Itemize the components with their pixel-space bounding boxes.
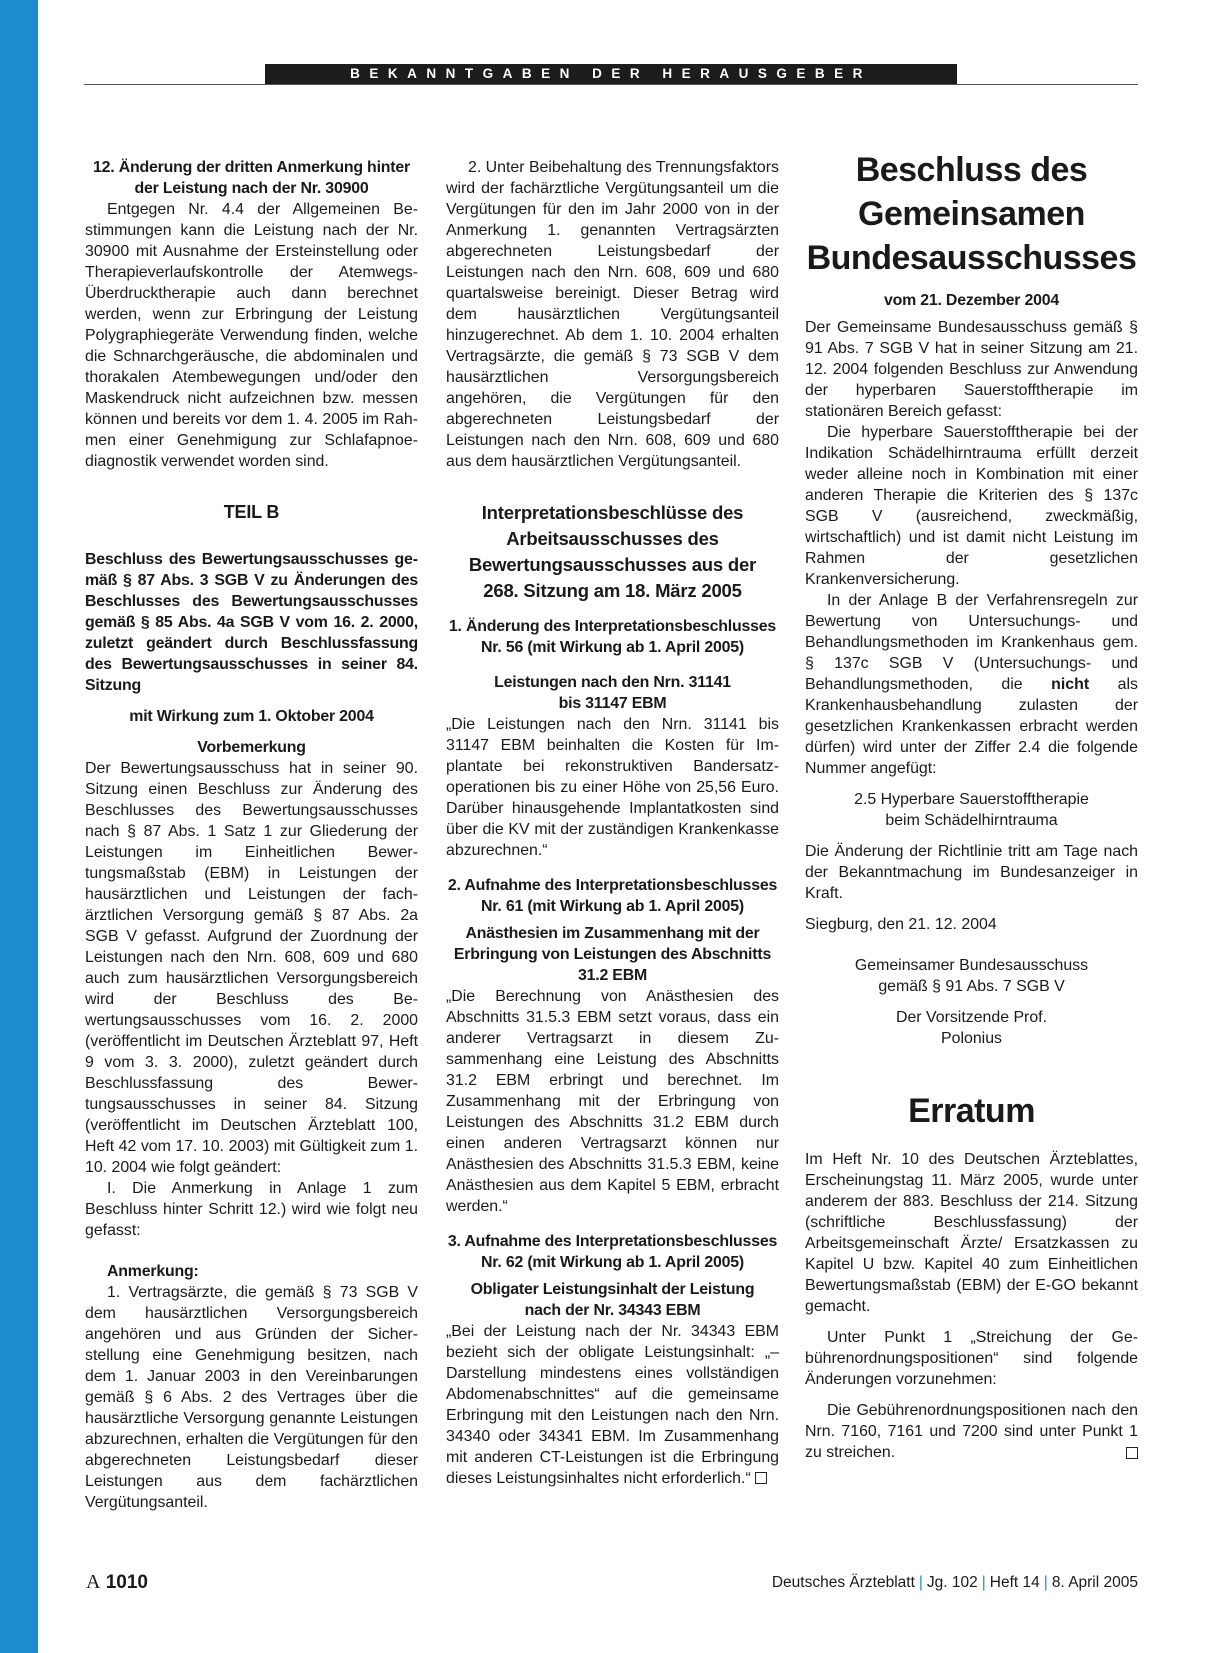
paragraph: „Bei der Leistung nach der Nr. 34343 EBM bezieht sich der obligate Leistungsinhalt: „– Darstellung mindestens eines vollständigen Abdomenabschnittes“ auf die gemeinsame Erbringung mit den Leistungen nach den Nrn. 34340 oder 34341 EBM. Im Zusammenhang mit anderen CT-Leistungen ist die Erbringung dieses Leistungsinhaltes nicht erforderlich.“ <box>446 1323 779 1487</box>
title-beschluss: Beschluss des Gemeinsamen Bundesausschusses <box>806 151 1137 277</box>
journal-name: Deutsches Ärzteblatt <box>771 1574 915 1591</box>
volume: Jg. 102 <box>926 1574 978 1591</box>
heading-section-2: 2. Aufnahme des Interpretationsbeschlusses Nr. 61 (mit Wirkung ab 1. April 2005) <box>447 877 778 915</box>
section-header: BEKANNTGABEN DER HERAUSGEBER <box>265 64 957 84</box>
paragraph: 2. Unter Beibehaltung des Trennungsfaktors wird der fachärztliche Vergütungsanteil um die Vergütungen für den im Jahr 2000 von in der Anmerkung 1. genannten Vertragsärzten abgerechneten Leistungsbedarf der Leistungen nach den Nrn. 608, 609 und 680 quartalsweise bereinigt. Dieser Betrag wird dem hausärztlichen Vergütungsanteil hinzugerechnet. Ab dem 1. 10. 2004 erhalten Vertragsärzte, die gemäß § 73 SGB V dem hausärztlichen Versorgungsbereich angehören, die Vergütungen für den abgerechneten Leistungsbedarf der Leistungen nach den Nrn. 608, 609 und 680 aus dem hausärztlichen Vergütungsanteil. <box>446 159 779 470</box>
subtitle-date: vom 21. Dezember 2004 <box>883 292 1060 309</box>
footer-citation: Deutsches Ärzteblatt | Jg. 102 | Heft 14 | 8. April 2005 <box>771 1574 1138 1591</box>
paragraph: „Die Leistungen nach den Nrn. 31141 bis 31147 EBM beinhalten die Kosten für Implantate bei rekonstruktiven Bandersatzoperationen bis zu einer Höhe von 25,56 Euro. Darüber hinausgehende Implantatkosten sind über die KV mit der zuständigen Krankenkasse abzurechnen.“ <box>446 716 779 859</box>
subheading-section-3: Obligater Leistungsinhalt der Leistung nach der Nr. 34343 EBM <box>470 1281 755 1319</box>
issue-date: 8. April 2005 <box>1051 1574 1138 1591</box>
title-erratum: Erratum <box>908 1092 1035 1130</box>
end-mark-icon <box>755 1472 767 1484</box>
subheading-section-2: Anästhesien im Zusammenhang mit der Erbringung von Leistungen des Abschnitts 31.2 EBM <box>453 925 772 984</box>
heading-beschluss: Beschluss des Bewertungsausschusses gemäß § 87 Abs. 3 SGB V zu Änderungen des Beschlusses des Bewertungsausschusses gemäß § 85 Abs. 4a SGB V vom 16. 2. 2000, zuletzt geändert durch Beschlussfassung des Bewertungsausschusses in seiner 84. Sitzung <box>85 551 418 694</box>
paragraph: In der Anlage B der Verfahrensregeln zur Bewertung von Untersuchungs- und Behandlungsmethoden im Krankenhaus gem. § 137c SGB V (Untersuchungs- und Behandlungsmethoden, die nicht als Krankenhausbehandlung zulasten der gesetzlichen Krankenkassen erbracht werden dürfen) wird unter der Ziffer 2.4 die folgende Nummer angefügt: <box>805 592 1138 777</box>
paragraph: Unter Punkt 1 „Streichung der Gebührenordnungspositionen“ sind folgende Änderungen vorzunehmen: <box>805 1329 1138 1388</box>
header-rule <box>84 84 1138 85</box>
place-date: Siegburg, den 21. 12. 2004 <box>805 916 997 933</box>
subheading-section-1: Leistungen nach den Nrn. 31141 bis 31147 EBM <box>494 674 731 712</box>
heading-section-3: 3. Aufnahme des Interpretationsbeschlusses Nr. 62 (mit Wirkung ab 1. April 2005) <box>447 1233 778 1271</box>
issue: Heft 14 <box>989 1574 1040 1591</box>
heading-teil-b: TEIL B <box>223 502 280 522</box>
column-3 <box>805 148 1138 1463</box>
paragraph: I. Die Anmerkung in Anlage 1 zum Beschluss hinter Schritt 12.) wird wie folgt neu gefasst: <box>85 1180 418 1239</box>
paragraph: Die hyperbare Sauerstofftherapie bei der Indikation Schädelhirntrauma erfüllt derzeit weder alleine noch in Kombination mit einer anderen Therapie die Kriterien des § 137c SGB V (ausreichend, zweckmäßig, wirtschaftlich) und ist damit nicht Leistung im Rahmen der gesetzlichen Krankenversicherung. <box>805 424 1138 588</box>
sidebar-color-band <box>0 0 38 1653</box>
heading-wirkung: mit Wirkung zum 1. Oktober 2004 <box>129 708 374 725</box>
heading-change-12: 12. Änderung der dritten Anmerkung hinter der Leistung nach der Nr. 30900 <box>93 159 410 197</box>
heading-vorbemerkung: Vorbemerkung <box>197 739 306 756</box>
column-1 <box>85 157 418 1513</box>
paragraph: Der Gemeinsame Bundesausschuss gemäß § 91 Abs. 7 SGB V hat in seiner Sitzung am 21. 12. 2004 folgenden Beschluss zur Anwendung der hyperbaren Sauerstofftherapie im stationären Bereich gefasst: <box>805 319 1138 420</box>
column-2 <box>446 157 779 1489</box>
signature-chair: Der Vorsitzende Prof. Polonius <box>895 1009 1048 1047</box>
signature-committee: Gemeinsamer Bundesausschuss gemäß § 91 Abs. 7 SGB V <box>854 957 1089 995</box>
paragraph: Entgegen Nr. 4.4 der Allgemeinen Bestimmungen kann die Leistung nach der Nr. 30900 mit Ausnahme der Ersteinstellung oder Therapieverlaufskontrolle der Atemwegs-Überdrucktherapie auch dann berechnet werden, wenn zur Erbringung der Leistung Polygraphiegeräte Verwendung finden, welche die Schnarchgeräusche, die abdominalen und thorakalen Atembewegungen und/oder den Maskendruck nicht aufzeichnen bzw. messen können und bereits vor dem 1. 4. 2005 im Rahmen einer Genehmigung zur Schlafapnoediagnostik verwendet worden sind. <box>85 201 418 470</box>
paragraph: Die Gebührenordnungspositionen nach den Nrn. 7160, 7161 und 7200 sind unter Punkt 1 zu streichen. <box>805 1402 1138 1461</box>
paragraph: Die Änderung der Richtlinie tritt am Tage nach der Bekanntmachung im Bundesanzeiger in Kraft. <box>805 843 1138 902</box>
paragraph: 1. Vertragsärzte, die gemäß § 73 SGB V dem hausärztlichen Versorgungsbereich angehören und aus Gründen der Sicherstellung eine Genehmigung besitzen, nach dem 1. Januar 2003 in den Vereinbarungen gemäß § 6 Abs. 2 des Vertrages über die hausärztliche Versorgung genannte Leistungen abzurechnen, erhalten die Vergütungen für den abgerechneten Leistungsbedarf dieser Leistungen aus dem fachärztlichen Vergütungsanteil. <box>85 1284 418 1511</box>
page-number: A 1010 <box>86 1571 149 1593</box>
heading-section-1: 1. Änderung des Interpretationsbeschlusses Nr. 56 (mit Wirkung ab 1. April 2005) <box>448 618 777 656</box>
heading-anmerkung: Anmerkung: <box>107 1263 199 1280</box>
paragraph: Im Heft Nr. 10 des Deutschen Ärzteblattes, Erscheinungstag 11. März 2005, wurde unter anderem der 883. Beschluss der 214. Sitzung (schriftliche Beschlussfassung) der Arbeitsgemeinschaft Ärzte/ Ersatzkassen zu Kapitel U bzw. Kapitel 40 zum Einheitlichen Bewertungsmaßstab (EBM) der E-GO bekannt gemacht. <box>805 1151 1138 1315</box>
list-item: 2.5 Hyperbare Sauerstofftherapie beim Schädelhirntrauma <box>854 791 1089 829</box>
heading-interpretationsbeschluesse: Interpretationsbeschlüsse des Arbeitsausschusses des Bewertungsausschusses aus der 268. Sitzung am 18. März 2005 <box>468 502 757 601</box>
end-mark-icon <box>1126 1447 1138 1459</box>
paragraph: Der Bewertungsausschuss hat in seiner 90. Sitzung einen Beschluss zur Änderung des Beschlusses des Bewertungsausschusses nach § 87 Abs. 1 Satz 1 zur Gliederung der Leistungen im Einheitlichen Bewertungsmaßstab (EBM) in Leistungen der hausärztlichen und Leistungen der fachärztlichen Versorgung gemäß § 87 Abs. 2a SGB V gefasst. Aufgrund der Zuordnung der Leistungen nach den Nrn. 608, 609 und 680 auch zum hausärztlichen Versorgungsbereich wird der Beschluss des Bewertungsausschusses vom 16. 2. 2000 (veröffentlicht im Deutschen Ärzteblatt 97, Heft 9 vom 3. 3. 2000), zuletzt geändert durch Beschlussfassung des Bewertungsausschusses in seiner 84. Sitzung (veröffentlicht im Deutschen Ärzteblatt 100, Heft 42 vom 17. 10. 2003) mit Gültigkeit zum 1. 10. 2004 wie folgt geändert: <box>85 760 418 1176</box>
paragraph: „Die Berechnung von Anästhesien des Abschnitts 31.5.3 EBM setzt voraus, dass ein anderer Vertragsarzt in diesem Zusammenhang eine Leistung des Abschnitts 31.2 EBM erbringt und berechnet. Im Zusammenhang mit der Erbringung von Leistungen des Abschnitts 31.2 EBM durch einen anderen Vertragsarzt können nur Anästhesien des Abschnitts 31.5.3 EBM, keine Anästhesien aus dem Kapitel 5 EBM, erbracht werden.“ <box>446 988 779 1215</box>
